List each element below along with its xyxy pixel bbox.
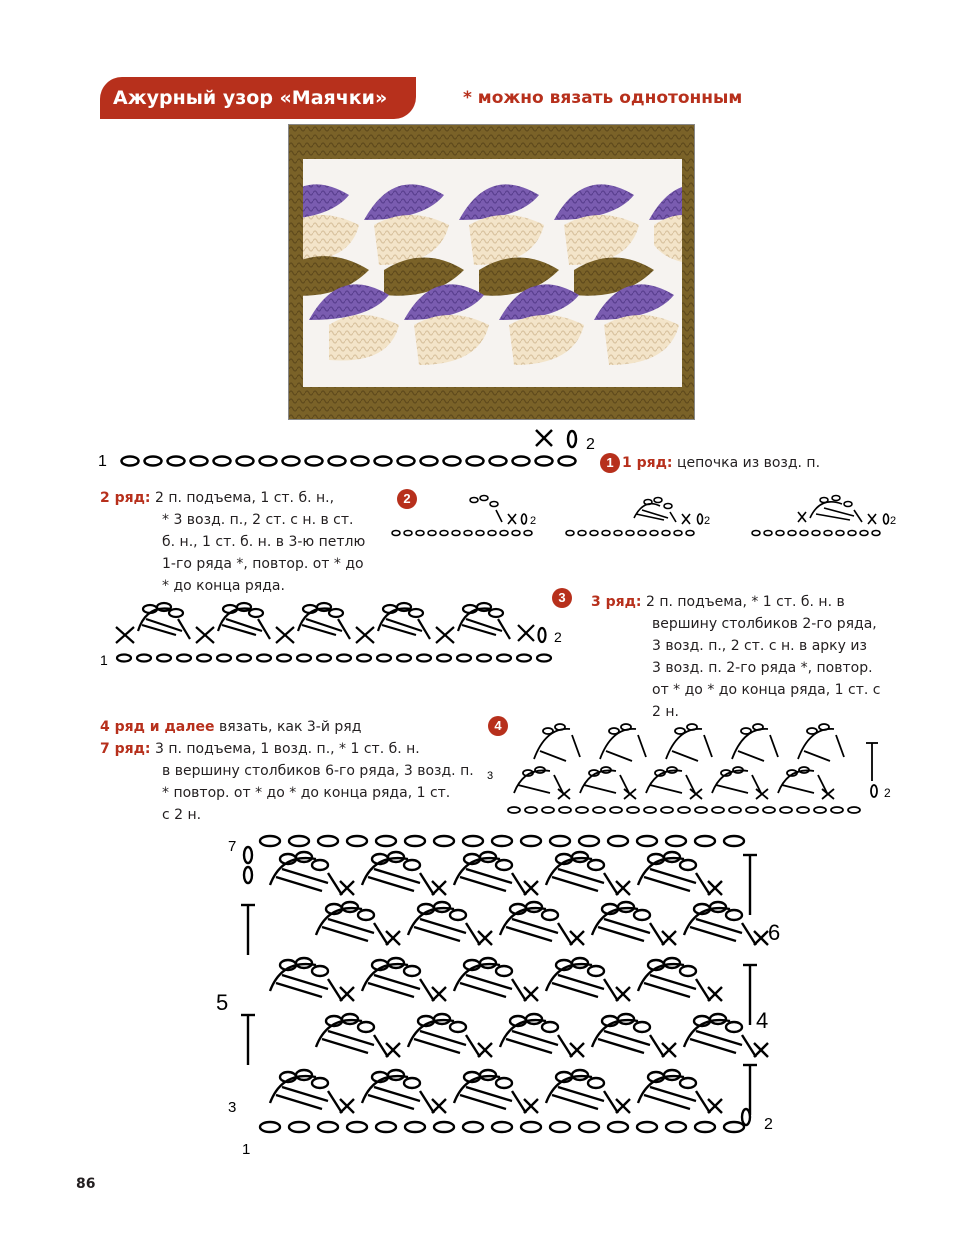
row-2-line4: 1-го ряда *, повтор. от * до <box>162 556 364 572</box>
chain-stitch-symbol <box>680 860 696 870</box>
chain-stitch-symbol <box>724 1122 744 1132</box>
chain-stitch-symbol <box>695 836 715 846</box>
chain-stitch-symbol <box>542 1022 558 1032</box>
chain-stitch-symbol <box>260 1122 280 1132</box>
chain-stitch-symbol <box>637 836 657 846</box>
chain-stitch-symbol <box>550 836 570 846</box>
chain-stitch-symbol <box>477 603 491 611</box>
big-diagram-row-3: 3 <box>228 1099 237 1116</box>
double-crochet-symbol <box>374 923 388 945</box>
chain-stitch-symbol <box>675 728 685 734</box>
row-4-badge: 4 <box>488 716 508 736</box>
chain-stitch-symbol <box>550 1122 570 1132</box>
chain-stitch-symbol <box>117 655 131 662</box>
double-crochet-symbol <box>418 619 430 639</box>
chain-stitch-symbol <box>536 457 553 466</box>
chain-stitch-symbol <box>746 807 758 813</box>
row-7-line2: в вершину столбиков 6-го ряда, 3 возд. п. <box>162 763 474 779</box>
chain-stitch-symbol <box>542 807 554 813</box>
chain-stitch-symbol <box>312 966 328 976</box>
chain-stitch-symbol <box>521 836 541 846</box>
chain-stitch-symbol <box>742 1109 750 1125</box>
chain-stitch-symbol <box>695 807 707 813</box>
chain-stitch-symbol <box>763 807 775 813</box>
row-4-diagram-row-number: 3 <box>487 770 494 782</box>
chain-stitch-symbol <box>177 655 191 662</box>
double-crochet-symbol <box>604 1091 618 1113</box>
chain-stitch-symbol <box>145 457 162 466</box>
chain-stitch-symbol <box>312 860 328 870</box>
double-crochet-symbol <box>518 785 550 793</box>
big-diagram-row-6: 6 <box>768 920 781 945</box>
page-number: 86 <box>76 1176 96 1192</box>
chain-stitch-symbol <box>467 457 484 466</box>
single-color-note: * можно вязать однотонным <box>463 88 743 108</box>
chain-stitch-symbol <box>627 807 639 813</box>
chain-stitch-symbol <box>352 457 369 466</box>
chain-stitch-symbol <box>214 457 231 466</box>
chain-stitch-symbol <box>404 860 420 870</box>
chain-stitch-symbol <box>306 457 323 466</box>
chain-stitch-symbol <box>712 807 724 813</box>
chain-stitch-symbol <box>404 1078 420 1088</box>
double-crochet-symbol <box>466 619 502 631</box>
double-crochet-symbol <box>498 619 510 639</box>
chain-stitch-symbol <box>871 785 877 797</box>
chain-stitch-symbol <box>513 457 530 466</box>
chain-stitch-symbol <box>780 807 792 813</box>
double-crochet-symbol <box>782 785 814 793</box>
chain-stitch-symbol <box>724 836 744 846</box>
chain-stitch-symbol <box>376 1122 396 1132</box>
chain-stitch-symbol <box>477 655 491 662</box>
chain-stitch-symbol <box>559 807 571 813</box>
chain-stitch-symbol <box>680 966 696 976</box>
chain-stitch-symbol <box>492 836 512 846</box>
svg-text:2: 2 <box>704 515 711 527</box>
double-crochet-symbol <box>178 619 190 639</box>
double-crochet-symbol <box>420 1091 434 1113</box>
chain-stitch-symbol <box>122 457 139 466</box>
chain-stitch-symbol <box>496 1078 512 1088</box>
chain-stitch-symbol <box>576 807 588 813</box>
chain-stitch-symbol <box>329 609 343 617</box>
chain-stitch-symbol <box>797 807 809 813</box>
chain-stitch-symbol <box>593 807 605 813</box>
double-crochet-symbol <box>638 735 646 757</box>
chain-stitch-symbol <box>559 457 576 466</box>
svg-text:2: 2 <box>890 515 897 527</box>
chain-stitch-symbol <box>257 655 271 662</box>
chain-stitch-symbol <box>157 655 171 662</box>
chain-stitch-symbol <box>695 1122 715 1132</box>
chain-stitch-symbol <box>375 457 392 466</box>
chain-stitch-symbol <box>157 603 171 611</box>
double-crochet-symbol <box>696 873 710 895</box>
double-crochet-symbol <box>466 1035 480 1057</box>
chain-stitch-symbol <box>168 457 185 466</box>
chain-stitch-symbol <box>347 1122 367 1132</box>
chain-stitch-symbol <box>741 728 751 734</box>
chain-stitch-symbol <box>169 609 183 617</box>
chain-stitch-symbol <box>312 1078 328 1088</box>
chain-stitch-symbol <box>496 860 512 870</box>
full-pattern-diagram <box>230 825 770 1165</box>
double-crochet-symbol <box>420 979 434 1001</box>
double-crochet-symbol <box>572 735 580 757</box>
chain-stitch-symbol <box>244 867 252 883</box>
chain-stitch-symbol <box>317 655 331 662</box>
double-crochet-symbol <box>258 619 270 639</box>
chain-stitch-symbol <box>357 655 371 662</box>
chain-stitch-symbol <box>517 655 531 662</box>
chain-stitch-symbol <box>666 836 686 846</box>
big-diagram-row-1: 1 <box>242 1141 251 1158</box>
double-crochet-symbol <box>146 619 182 631</box>
chain-stitch-symbol <box>726 1022 742 1032</box>
row-3-diagram-row-number: 1 <box>100 652 108 668</box>
chain-stitch-symbol <box>244 847 252 863</box>
double-crochet-symbol <box>770 735 778 757</box>
chain-stitch-symbol <box>450 910 466 920</box>
double-crochet-symbol <box>704 735 712 757</box>
row-3-badge: 3 <box>552 588 572 608</box>
row-1-text: 1 ряд: цепочка из возд. п. <box>622 455 821 471</box>
row-4-diagram-turn-number: 2 <box>884 786 891 800</box>
row-2-line1: 2 ряд: 2 п. подъема, 1 ст. б. н., <box>100 490 335 506</box>
row-2-line3: б. н., 1 ст. б. н. в 3-ю петлю <box>162 534 366 550</box>
row-3-line3: 3 возд. п., 2 ст. с н. в арку из <box>652 638 867 654</box>
double-crochet-symbol <box>742 1035 756 1057</box>
double-crochet-symbol <box>540 751 566 761</box>
big-diagram-row-4: 4 <box>756 1008 769 1033</box>
chain-stitch-symbol <box>489 609 503 617</box>
chain-stitch-symbol <box>337 655 351 662</box>
chain-turn-number: 2 <box>586 436 595 453</box>
double-crochet-symbol <box>604 873 618 895</box>
double-crochet-symbol <box>650 785 682 793</box>
double-crochet-symbol <box>558 923 572 945</box>
chain-stitch-symbol <box>434 836 454 846</box>
chain-stitch-symbol <box>450 1022 466 1032</box>
chain-stitch-symbol <box>588 860 604 870</box>
chain-stitch-symbol <box>457 655 471 662</box>
chain-stitch-symbol <box>525 807 537 813</box>
double-crochet-symbol <box>558 1035 572 1057</box>
chain-stitch-symbol <box>634 1022 650 1032</box>
double-crochet-symbol <box>738 751 764 761</box>
double-crochet-symbol <box>836 735 844 757</box>
chain-stitch-symbol <box>329 457 346 466</box>
chain-stitch-symbol <box>608 836 628 846</box>
double-crochet-symbol <box>306 619 342 631</box>
chain-stitch-symbol <box>260 457 277 466</box>
double-crochet-symbol <box>374 1035 388 1057</box>
chain-stitch-symbol <box>191 457 208 466</box>
chain-stitch-symbol <box>496 966 512 976</box>
chain-stitch-symbol <box>347 836 367 846</box>
chain-stitch-symbol <box>807 728 817 734</box>
row-2-step-diagrams <box>390 488 910 544</box>
double-crochet-symbol <box>604 979 618 1001</box>
chain-stitch-symbol <box>666 1122 686 1132</box>
chain-stitch-symbol <box>317 603 331 611</box>
chain-stitch-symbol <box>437 655 451 662</box>
double-crochet-symbol <box>328 979 342 1001</box>
chain-stitch-symbol <box>409 609 423 617</box>
chain-stitch-symbol <box>358 910 374 920</box>
row-4-diagram <box>500 715 880 825</box>
chain-stitch-symbol <box>397 603 411 611</box>
chain-stitch-symbol <box>539 628 546 642</box>
chain-stitch-symbol <box>463 836 483 846</box>
chain-stitch-symbol <box>579 836 599 846</box>
double-crochet-symbol <box>672 751 698 761</box>
chain-stitch-symbol <box>608 1122 628 1132</box>
double-crochet-symbol <box>420 873 434 895</box>
double-crochet-symbol <box>512 979 526 1001</box>
chain-stitch-symbol <box>237 457 254 466</box>
row-7-line1: 7 ряд: 3 п. подъема, 1 возд. п., * 1 ст. б. н. <box>100 741 420 757</box>
chain-stitch-symbol <box>848 807 860 813</box>
chain-stitch-symbol <box>537 655 551 662</box>
row-1-badge: 1 <box>600 453 620 473</box>
chain-stitch-symbol <box>490 457 507 466</box>
chain-stitch-symbol <box>137 655 151 662</box>
row-2-line5: * до конца ряда. <box>162 578 285 594</box>
double-crochet-symbol <box>606 751 632 761</box>
row-2-line2: * 3 возд. п., 2 ст. с н. в ст. <box>162 512 354 528</box>
row-2-badge: 2 <box>397 489 417 509</box>
chain-stitch-symbol <box>277 655 291 662</box>
chain-stitch-symbol <box>283 457 300 466</box>
chain-stitch-symbol <box>289 836 309 846</box>
chain-stitch-symbol <box>463 1122 483 1132</box>
chain-stitch-symbol <box>404 966 420 976</box>
chain-row-diagram <box>96 425 616 475</box>
chain-stitch-symbol <box>297 655 311 662</box>
chain-stitch-symbol <box>237 655 251 662</box>
double-crochet-symbol <box>696 1091 710 1113</box>
row-7-line3: * повтор. от * до * до конца ряда, 1 ст. <box>162 785 451 801</box>
chain-stitch-symbol <box>729 807 741 813</box>
row-3-line2: вершину столбиков 2-го ряда, <box>652 616 877 632</box>
row-7-line4: с 2 н. <box>162 807 202 823</box>
chain-stitch-symbol <box>831 807 843 813</box>
chain-stitch-symbol <box>318 1122 338 1132</box>
chain-stitch-symbol <box>260 836 280 846</box>
double-crochet-symbol <box>338 619 350 639</box>
big-diagram-row-5: 5 <box>216 990 229 1015</box>
double-crochet-symbol <box>386 619 422 631</box>
chain-stitch-symbol <box>661 807 673 813</box>
chain-stitch-symbol <box>434 1122 454 1132</box>
chain-stitch-symbol <box>421 457 438 466</box>
chain-stitch-symbol <box>289 1122 309 1132</box>
double-crochet-symbol <box>328 873 342 895</box>
double-crochet-symbol <box>650 1035 664 1057</box>
chain-stitch-symbol <box>644 807 656 813</box>
chain-stitch-symbol <box>588 966 604 976</box>
chain-stitch-symbol <box>508 807 520 813</box>
chain-stitch-symbol <box>197 655 211 662</box>
row-4-text: 4 ряд и далее вязать, как 3-й ряд <box>100 719 362 735</box>
chain-stitch-symbol <box>249 609 263 617</box>
chain-stitch-symbol <box>497 655 511 662</box>
row-3-diagram <box>110 595 560 670</box>
chain-stitch-symbol <box>417 655 431 662</box>
big-diagram-row-2: 2 <box>764 1116 773 1133</box>
chain-stitch-symbol <box>318 836 338 846</box>
big-diagram-row-7: 7 <box>228 838 237 855</box>
row-3-line4: 3 возд. п. 2-го ряда *, повтор. <box>652 660 873 676</box>
double-crochet-symbol <box>716 785 748 793</box>
chain-stitch-symbol <box>634 910 650 920</box>
chain-stitch-symbol <box>237 603 251 611</box>
double-crochet-symbol <box>650 923 664 945</box>
chain-stitch-symbol <box>521 1122 541 1132</box>
chain-stitch-symbol <box>588 1078 604 1088</box>
double-crochet-symbol <box>804 751 830 761</box>
chain-stitch-symbol <box>217 655 231 662</box>
chain-stitch-symbol <box>637 1122 657 1132</box>
double-crochet-symbol <box>696 979 710 1001</box>
row-3-line6: 2 н. <box>652 704 679 720</box>
chain-row-number: 1 <box>98 453 107 470</box>
chain-stitch-symbol <box>405 1122 425 1132</box>
chain-stitch-symbol <box>579 1122 599 1132</box>
chain-stitch-symbol <box>814 807 826 813</box>
row-3-diagram-turn-number: 2 <box>554 629 562 645</box>
chain-stitch-symbol <box>492 1122 512 1132</box>
chain-stitch-symbol <box>680 1078 696 1088</box>
chain-stitch-symbol <box>405 836 425 846</box>
double-crochet-symbol <box>584 785 616 793</box>
chain-stitch-symbol <box>542 910 558 920</box>
double-crochet-symbol <box>512 1091 526 1113</box>
double-crochet-symbol <box>328 1091 342 1113</box>
chain-stitch-symbol <box>543 728 553 734</box>
double-crochet-symbol <box>742 923 756 945</box>
double-crochet-symbol <box>226 619 262 631</box>
chain-stitch-symbol <box>610 807 622 813</box>
chain-stitch-symbol <box>358 1022 374 1032</box>
row-3-line1: 3 ряд: 2 п. подъема, * 1 ст. б. н. в <box>591 594 845 610</box>
double-crochet-symbol <box>466 923 480 945</box>
svg-text:2: 2 <box>530 515 537 527</box>
crochet-sample-photo <box>288 124 695 420</box>
chain-stitch-symbol <box>678 807 690 813</box>
row-3-line5: от * до * до конца ряда, 1 ст. с <box>652 682 881 698</box>
chain-stitch-symbol <box>376 836 396 846</box>
chain-stitch-symbol <box>397 655 411 662</box>
chain-stitch-symbol <box>398 457 415 466</box>
chain-stitch-symbol <box>609 728 619 734</box>
double-crochet-symbol <box>512 873 526 895</box>
chain-stitch-symbol <box>444 457 461 466</box>
page-title: Ажурный узор «Маячки» <box>100 77 416 119</box>
chain-stitch-symbol <box>726 910 742 920</box>
chain-stitch-symbol <box>377 655 391 662</box>
